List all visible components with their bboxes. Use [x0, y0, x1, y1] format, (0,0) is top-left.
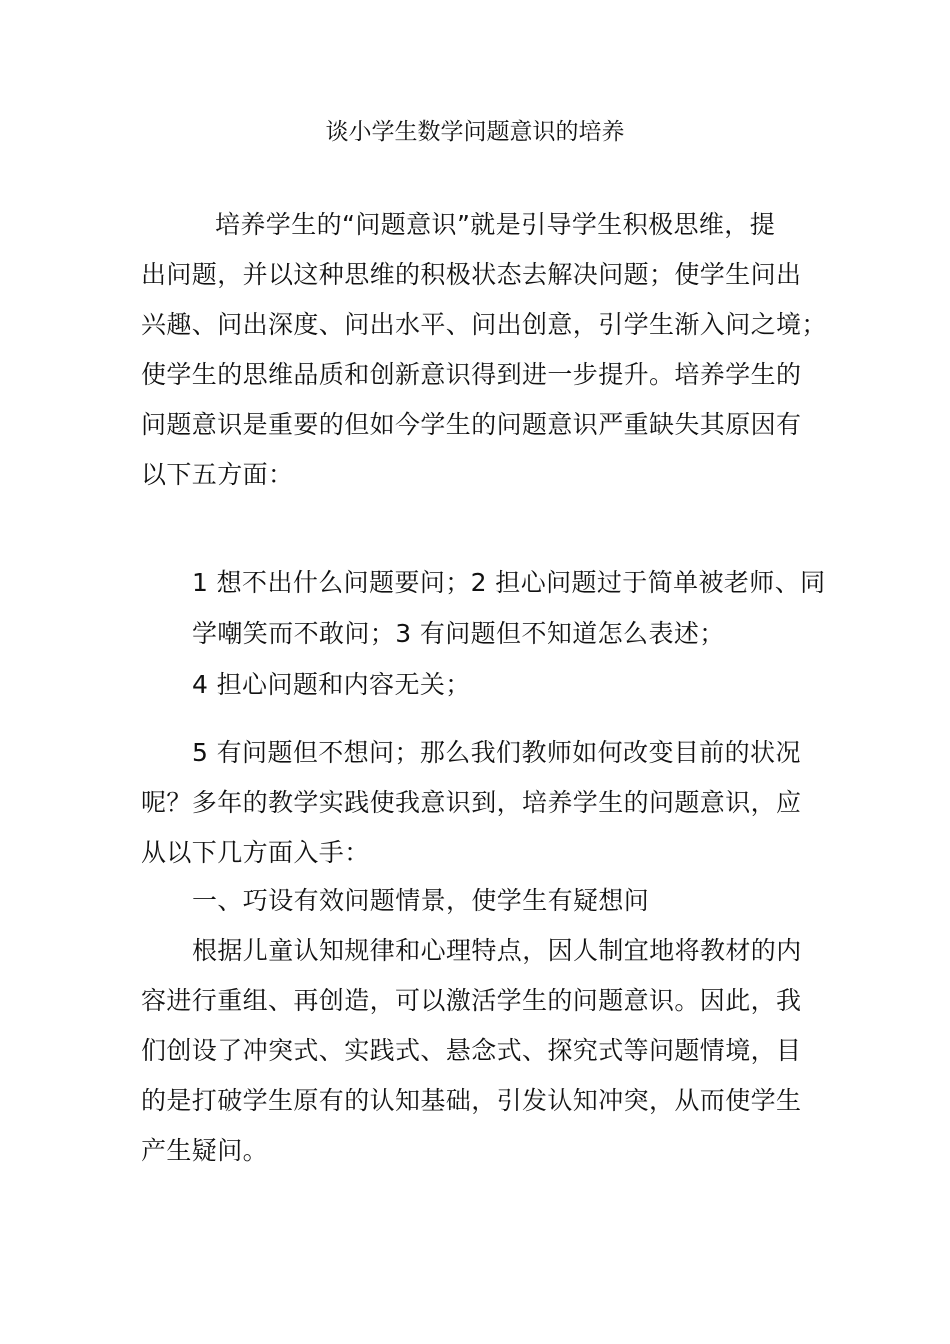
intro-line-2: 出问题，并以这种思维的积极状态去解决问题；使学生问出 — [141, 260, 802, 289]
transition-line-2: 呢？多年的教学实践使我意识到，培养学生的问题意识，应 — [141, 788, 802, 817]
reasons-line-1: 1 想不出什么问题要问；2 担心问题过于简单被老师、同 — [192, 568, 826, 597]
section-1-heading: 一、巧设有效问题情景，使学生有疑想问 — [192, 886, 650, 915]
transition-line-3: 从以下几方面入手： — [141, 838, 370, 867]
intro-line-3: 兴趣、问出深度、问出水平、问出创意，引学生渐入问之境； — [141, 310, 827, 339]
intro-line-5: 问题意识是重要的但如今学生的问题意识严重缺失其原因有 — [141, 410, 802, 439]
section-1-line-2: 容进行重组、再创造，可以激活学生的问题意识。因此，我 — [141, 986, 802, 1015]
section-1-line-3: 们创设了冲突式、实践式、悬念式、探究式等问题情境，目 — [141, 1036, 802, 1065]
section-1-line-5: 产生疑问。 — [141, 1136, 269, 1165]
document-title: 谈小学生数学问题意识的培养 — [325, 119, 625, 145]
intro-line-1: 培养学生的“问题意识”就是引导学生积极思维，提 — [215, 210, 776, 239]
section-1-line-1: 根据儿童认知规律和心理特点，因人制宜地将教材的内 — [192, 936, 802, 965]
reasons-line-3: 4 担心问题和内容无关； — [192, 670, 471, 699]
section-1-line-4: 的是打破学生原有的认知基础，引发认知冲突，从而使学生 — [141, 1086, 802, 1115]
reasons-line-2: 学嘲笑而不敢问；3 有问题但不知道怎么表述； — [192, 619, 725, 648]
intro-line-6: 以下五方面： — [141, 460, 294, 489]
intro-line-4: 使学生的思维品质和创新意识得到进一步提升。培养学生的 — [141, 360, 802, 389]
transition-line-1: 5 有问题但不想问；那么我们教师如何改变目前的状况 — [192, 738, 801, 767]
